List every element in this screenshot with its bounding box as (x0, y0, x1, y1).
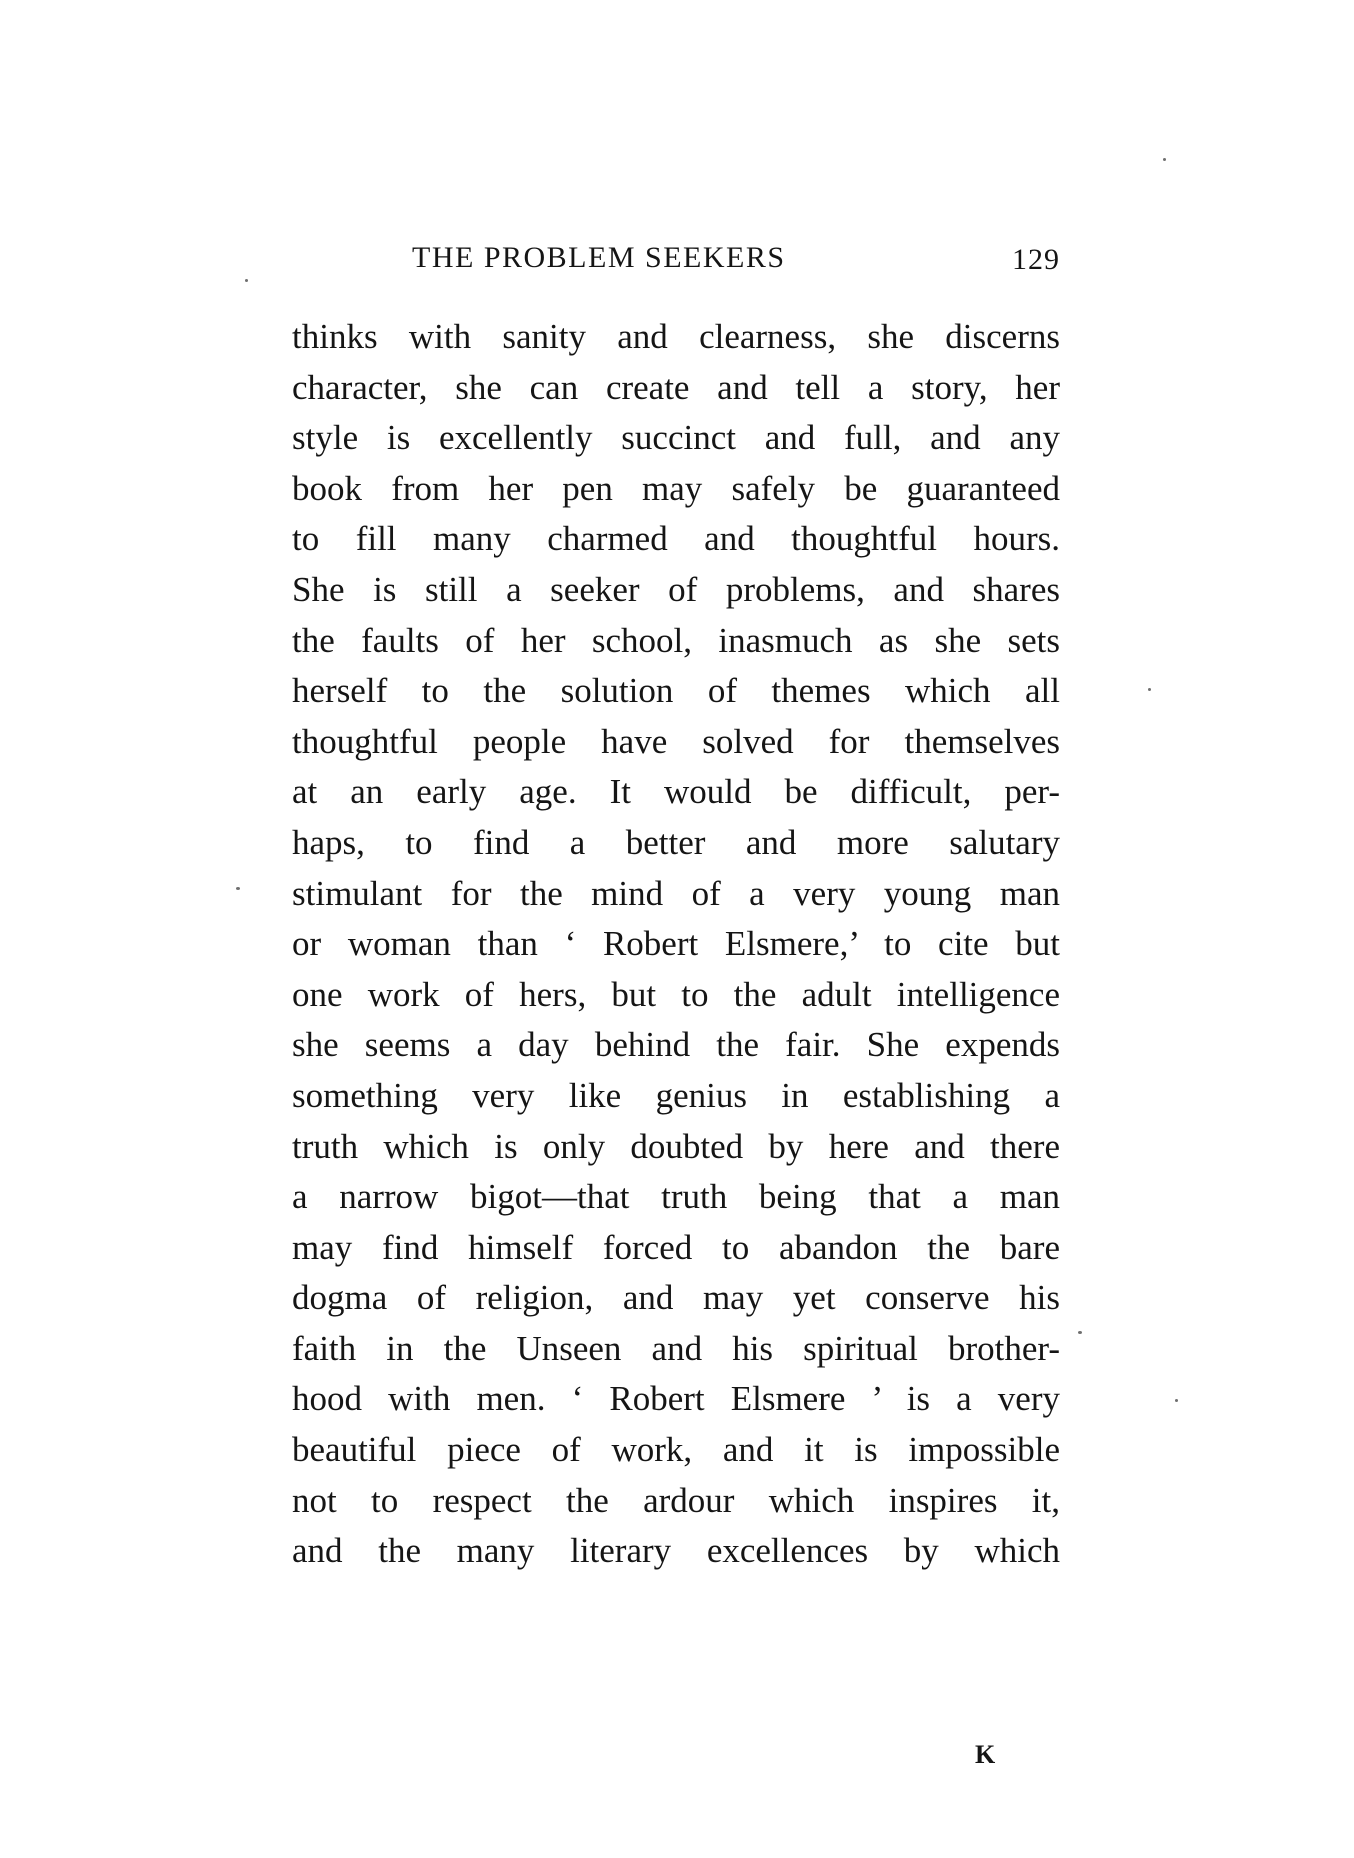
scan-speck (236, 887, 240, 890)
scan-speck (1148, 688, 1151, 691)
scan-speck (245, 279, 248, 282)
scan-speck (1078, 1331, 1082, 1334)
text-line: she seems a day behind the fair. She expends (292, 1025, 1060, 1065)
text-line: may find himself forced to abandon the bare (292, 1227, 1060, 1267)
running-title: THE PROBLEM SEEKERS (412, 241, 786, 274)
text-line: beautiful piece of work, and it is impossible (292, 1430, 1060, 1470)
text-line: character, she can create and tell a story, her (292, 367, 1060, 407)
text-line: stimulant for the mind of a very young man (292, 873, 1060, 913)
text-line: book from her pen may safely be guaranteed (292, 468, 1060, 508)
body-text (292, 312, 1060, 1577)
text-line: dogma of religion, and may yet conserve his (292, 1278, 1060, 1318)
scan-speck (1163, 158, 1166, 161)
text-line: to fill many charmed and thoughtful hours. (292, 519, 1060, 559)
text-line: the faults of her school, inasmuch as she sets (292, 620, 1060, 660)
page-number: 129 (1012, 243, 1060, 276)
text-line: at an early age. It would be difficult, per- (292, 772, 1060, 812)
text-line: She is still a seeker of problems, and shares (292, 569, 1060, 609)
running-head (292, 238, 1060, 278)
text-line: one work of hers, but to the adult intelligence (292, 974, 1060, 1014)
text-line: faith in the Unseen and his spiritual brother- (292, 1328, 1060, 1368)
text-line: herself to the solution of themes which all (292, 671, 1060, 711)
text-line: something very like genius in establishing a (292, 1075, 1060, 1115)
text-line: a narrow bigot—that truth being that a man (292, 1177, 1060, 1217)
text-line: thinks with sanity and clearness, she discerns (292, 317, 1060, 356)
text-line: thoughtful people have solved for themselves (292, 721, 1060, 761)
text-line: style is excellently succinct and full, and any (292, 418, 1060, 458)
signature-mark: K (975, 1740, 997, 1769)
text-line: haps, to find a better and more salutary (292, 822, 1060, 862)
text-line: and the many literary excellences by which (292, 1531, 1060, 1571)
scan-speck (1175, 1399, 1178, 1402)
text-line: hood with men. ‘ Robert Elsmere ’ is a very (292, 1379, 1060, 1419)
text-line: or woman than ‘ Robert Elsmere,’ to cite but (292, 924, 1060, 964)
text-line: truth which is only doubted by here and there (292, 1126, 1060, 1166)
text-line: not to respect the ardour which inspires it, (292, 1480, 1060, 1520)
